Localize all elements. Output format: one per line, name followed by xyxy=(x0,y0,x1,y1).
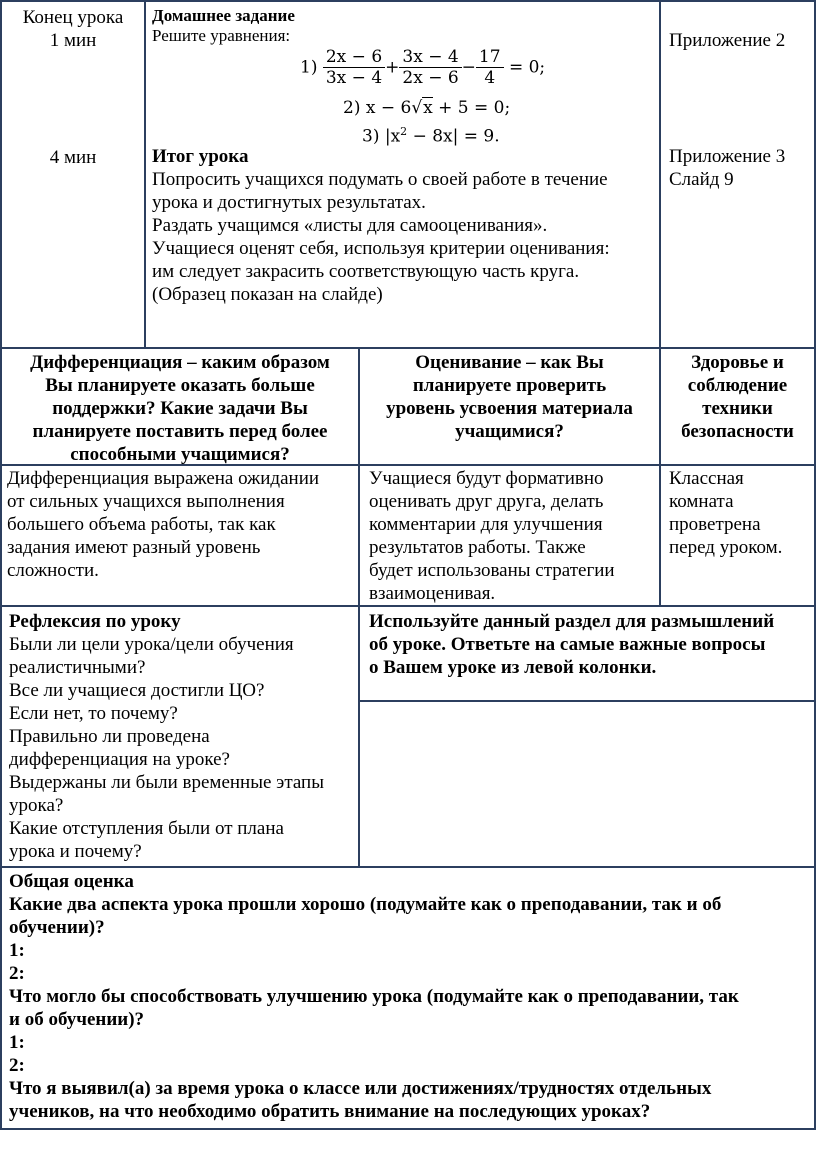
reflection-instructions: Используйте данный раздел для размышлений об уроке. Ответьте на самые важные вопросы о Вашем уроке из левой колонки. xyxy=(369,611,775,678)
header-assessment: Оценивание – как Вы планируете проверить уровень усвоения материала учащимися? xyxy=(386,352,633,442)
equation-1: 1) $\frac{2x - 6}{3x - 4}$ + $\frac{3x - 4}{2x - 6}$ − $\frac{17}{4}$ = 0; xyxy=(300,47,546,88)
table-border-left xyxy=(0,0,2,1130)
differentiation-text: Дифференциация выражена ожидании от сильных учащихся выполнения большего объема работы, так как задания имеют разный уровень сложности. xyxy=(7,468,320,581)
equation-2: 2) x − 6√x + 5 = 0; xyxy=(343,98,511,118)
reflection-block: Рефлексия по уроку Были ли цели урока/цели обучения реалистичными? Все ли учащиеся достигли ЦО? Если нет, то почему? Правильно ли проведена дифференциация на уроке? Выдержаны ли были временные этапы урока? Какие отступления были от плана урока и почему? xyxy=(9,610,357,863)
homework-title: Домашнее задание xyxy=(152,6,295,25)
overall-assessment: Общая оценка Какие два аспекта урока прошли хорошо (подумайте как о преподавании, так и об обучении)? 1: 2: Что могло бы способствовать улучшению урока (подумайте как о преподавании, так и об обучении)? 1: 2: Что я выявил(а) за время урока о классе или достижениях/трудностях отдельных учеников, на что необходимо обратить внимание на последующих уроках? xyxy=(9,870,811,1123)
assessment-text: Учащиеся будут формативно оценивать друг друга, делать комментарии для улучшения результатов работы. Также будет использованы стратегии взаимоценивая. xyxy=(369,468,615,604)
col-divider-resources xyxy=(659,0,661,607)
table-border-top xyxy=(0,0,816,2)
header-differentiation: Дифференциация – каким образом Вы планируете оказать больше поддержки? Какие задачи Вы планируете поставить перед более способными учащимися? xyxy=(30,352,330,465)
resource-appendix-2: Приложение 2 xyxy=(669,30,786,51)
summary-text: Попросить учащихся подумать о своей работе в течение урока и достигнутых результатах. Раздать учащимся «листы для самооценивания». Учащиеся оценят себя, используя критерии оценивания: им следует закрасить соответствующую часть круга. (Образец показан на слайде) xyxy=(152,169,610,305)
header-health-safety: Здоровье и соблюдение техники безопасности xyxy=(681,352,794,442)
row-divider-1 xyxy=(0,347,816,349)
equation-3: 3) $|x^2 - 8x| = 9$. xyxy=(362,125,500,147)
row-divider-3 xyxy=(0,605,816,607)
health-safety-text: Классная комната проветрена перед уроком. xyxy=(669,468,783,558)
table-border-bottom xyxy=(0,1128,816,1130)
stage-end-of-lesson: Конец урока 1 мин xyxy=(22,7,124,51)
resource-appendix-3: Приложение 3 Слайд 9 xyxy=(669,146,786,190)
summary-title: Итог урока xyxy=(152,146,249,167)
row-divider-4 xyxy=(0,866,816,868)
homework-intro: Решите уравнения: xyxy=(152,26,291,45)
fraction-2: $\frac{3x - 4}{2x - 6}$ xyxy=(399,47,461,88)
fraction-3: $\frac{17}{4}$ xyxy=(476,47,504,88)
fraction-1: $\frac{2x - 6}{3x - 4}$ xyxy=(323,47,385,88)
row-divider-right xyxy=(358,700,816,702)
overall-title: Общая оценка xyxy=(9,871,134,892)
col-divider-time xyxy=(144,0,146,349)
reflection-title: Рефлексия по уроку xyxy=(9,611,181,632)
stage-time-4min: 4 мин xyxy=(49,147,97,168)
